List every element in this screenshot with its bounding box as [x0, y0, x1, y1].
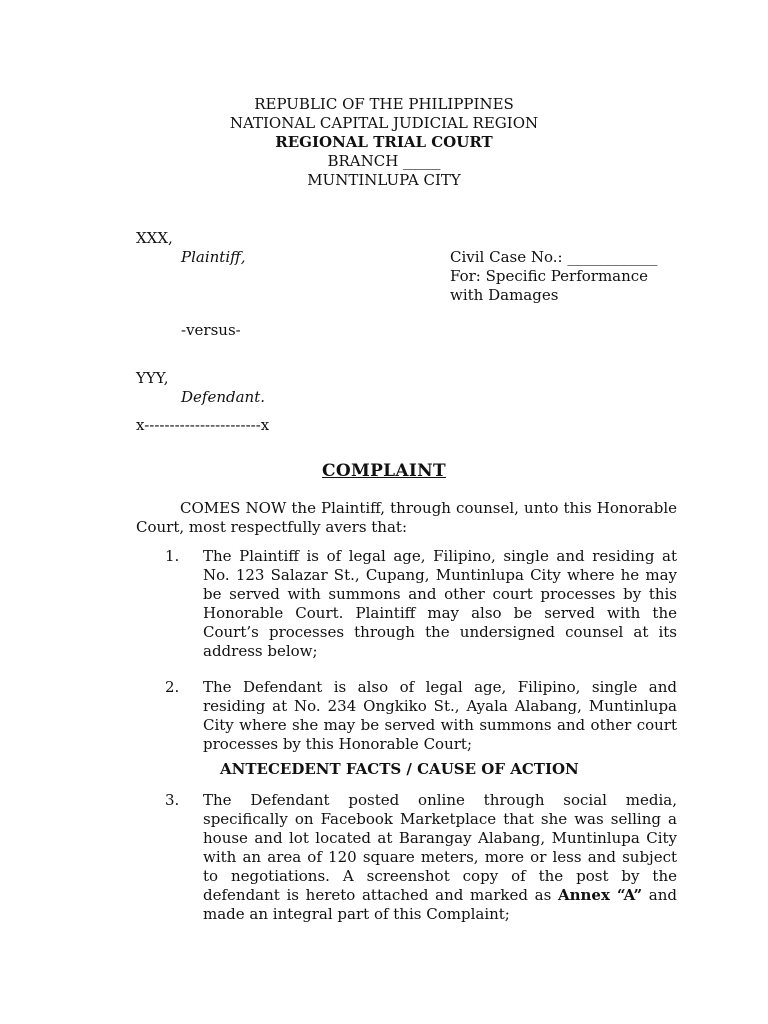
header-branch: BRANCH _____	[327, 152, 441, 170]
case-nature-line2: with Damages	[450, 286, 559, 304]
item-number: 1.	[165, 547, 180, 565]
section-heading: ANTECEDENT FACTS / CAUSE OF ACTION	[220, 760, 579, 778]
item-text-part: The Defendant posted online through social media, specifically on Facebook Marketplace that she was selling a house and lot located at Barangay Alabang, Muntinlupa City with an area of 120 square meters, more or less and subject to negotiations. A screenshot copy of the post by the defendant is hereto attached and marked as	[203, 791, 677, 904]
versus-label: -versus-	[181, 321, 241, 339]
header-republic: REPUBLIC OF THE PHILIPPINES	[254, 95, 514, 113]
header-city: MUNTINLUPA CITY	[307, 171, 461, 189]
defendant-role: Defendant.	[181, 388, 265, 406]
plaintiff-role: Plaintiff,	[181, 248, 246, 266]
item-text	[203, 791, 677, 924]
plaintiff-name: XXX,	[136, 229, 173, 247]
civil-case-number: Civil Case No.: ____________	[450, 248, 658, 266]
intro-paragraph: COMES NOW the Plaintiff, through counsel, unto this Honorable Court, most respectfully avers that:	[136, 499, 677, 536]
item-text-part: and made an integral part of this Complaint;	[203, 886, 677, 923]
item-number: 2.	[165, 678, 180, 696]
document-title: COMPLAINT	[322, 461, 446, 481]
caption-separator: x-----------------------x	[136, 416, 270, 434]
defendant-name: YYY,	[136, 369, 169, 387]
item-text: The Plaintiff is of legal age, Filipino, single and residing at No. 123 Salazar St., Cupang, Muntinlupa City where he may be served with summons and other court processes by this Honorable Court. Plaintiff may also be served with the Court’s processes through the undersigned counsel at its address below;	[203, 547, 677, 660]
court-header	[0, 95, 768, 190]
header-region: NATIONAL CAPITAL JUDICIAL REGION	[229, 114, 539, 132]
annex-reference: Annex “A”	[557, 886, 643, 904]
item-number: 3.	[165, 791, 180, 809]
case-nature-line1: For: Specific Performance	[450, 267, 649, 285]
item-text: The Defendant is also of legal age, Filipino, single and residing at No. 234 Ongkiko St., Ayala Alabang, Muntinlupa City where she may be served with summons and other court processes by this Honorable Court;	[203, 678, 677, 753]
header-court: REGIONAL TRIAL COURT	[275, 133, 493, 151]
